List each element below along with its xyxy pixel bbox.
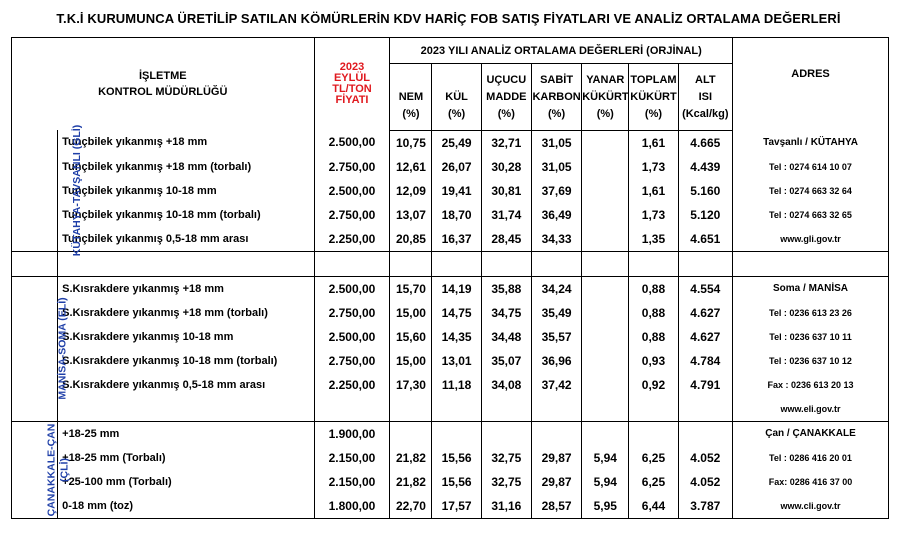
product-name: +18-25 mm	[58, 421, 314, 446]
kul-cell: 18,70	[432, 203, 481, 227]
product-name: S.Kısrakdere yıkanmış 10-18 mm (torbalı)	[58, 349, 314, 373]
alt-isi-cell: 4.627	[678, 301, 732, 325]
ucucu-cell: 34,48	[481, 325, 531, 349]
price-cell: 2.500,00	[314, 325, 390, 349]
address-cell: Çan / ÇANAKKALE	[733, 421, 889, 446]
table-row	[12, 325, 889, 349]
address-cell: Tel : 0274 614 10 07	[733, 155, 889, 179]
yanar-cell	[582, 397, 629, 422]
header-unit: (%)	[582, 106, 629, 131]
region-text-line1: ÇANAKKALE-ÇAN	[45, 423, 58, 516]
ucucu-cell: 28,45	[481, 227, 531, 252]
ucucu-cell: 30,81	[481, 179, 531, 203]
yanar-cell: 5,95	[582, 494, 629, 519]
header-unit: (%)	[531, 106, 581, 131]
ucucu-cell: 31,16	[481, 494, 531, 519]
header-price-month: EYLÜL	[333, 72, 371, 84]
header-isletme-line2: KONTROL MÜDÜRLÜĞÜ	[98, 86, 228, 98]
price-cell: 1.800,00	[314, 494, 390, 519]
ucucu-cell: 32,71	[481, 130, 531, 155]
sabit-cell: 35,57	[531, 325, 581, 349]
header-unit: (%)	[481, 106, 531, 131]
ucucu-cell: 31,74	[481, 203, 531, 227]
yanar-cell	[582, 130, 629, 155]
kul-cell	[432, 421, 481, 446]
toplam-cell: 0,88	[629, 325, 678, 349]
yanar-cell	[582, 179, 629, 203]
address-cell: Tel : 0236 613 23 26	[733, 301, 889, 325]
table-row	[12, 397, 889, 422]
alt-isi-cell: 4.784	[678, 349, 732, 373]
address-cell: Tel : 0286 416 20 01	[733, 446, 889, 470]
region-text: MANİSA-SOMA (ELİ)	[56, 297, 69, 400]
table-row	[12, 349, 889, 373]
header-ucucu-madde: UÇUCU MADDE	[481, 64, 531, 106]
address-cell: www.eli.gov.tr	[733, 397, 889, 422]
ucucu-cell	[481, 397, 531, 422]
address-cell: Tel : 0236 637 10 11	[733, 325, 889, 349]
toplam-cell: 0,88	[629, 301, 678, 325]
ucucu-cell: 35,88	[481, 276, 531, 301]
nem-cell: 15,60	[390, 325, 432, 349]
table-row	[12, 227, 889, 252]
header-alt-isi: ALT ISI	[678, 64, 732, 106]
yanar-cell: 5,94	[582, 470, 629, 494]
header-price-year: 2023	[339, 61, 365, 73]
yanar-cell	[582, 325, 629, 349]
ucucu-cell: 30,28	[481, 155, 531, 179]
toplam-cell: 1,35	[629, 227, 678, 252]
kul-cell: 19,41	[432, 179, 481, 203]
nem-cell: 17,30	[390, 373, 432, 397]
product-name: Tunçbilek yıkanmış +18 mm (torbalı)	[58, 155, 314, 179]
header-unit: (Kcal/kg)	[678, 106, 732, 131]
alt-isi-cell: 5.160	[678, 179, 732, 203]
alt-isi-cell: 3.787	[678, 494, 732, 519]
address-cell: www.cli.gov.tr	[733, 494, 889, 519]
table-row	[12, 130, 889, 155]
region-text: KÜTAHYA-TAVŞANLI (GLİ)	[71, 124, 84, 256]
product-name: Tunçbilek yıkanmış 0,5-18 mm arası	[58, 227, 314, 252]
price-cell	[314, 397, 390, 422]
product-name: Tunçbilek yıkanmış 10-18 mm (torbalı)	[58, 203, 314, 227]
header-unit: (%)	[629, 106, 678, 131]
price-cell: 2.150,00	[314, 446, 390, 470]
kul-cell: 26,07	[432, 155, 481, 179]
price-cell: 2.750,00	[314, 155, 390, 179]
header-price-label: FİYATI	[335, 94, 369, 106]
alt-isi-cell: 4.439	[678, 155, 732, 179]
nem-cell	[390, 397, 432, 422]
header-kul: KÜL	[432, 64, 481, 106]
header-price-unit: TL/TON	[332, 83, 372, 95]
header-sabit-karbon: SABİT KARBON	[531, 64, 581, 106]
address-cell: Fax : 0236 613 20 13	[733, 373, 889, 397]
table-row	[12, 301, 889, 325]
nem-cell: 15,00	[390, 301, 432, 325]
nem-cell: 12,09	[390, 179, 432, 203]
ucucu-cell	[481, 421, 531, 446]
region-label-eli	[12, 276, 69, 421]
kul-cell: 14,75	[432, 301, 481, 325]
header-isletme-line1: İŞLETME	[138, 70, 187, 82]
yanar-cell	[582, 203, 629, 227]
nem-cell: 21,82	[390, 446, 432, 470]
table-row	[12, 203, 889, 227]
sabit-cell: 36,96	[531, 349, 581, 373]
product-name: +25-100 mm (Torbalı)	[58, 470, 314, 494]
table-row	[12, 373, 889, 397]
sabit-cell	[531, 397, 581, 422]
ucucu-cell: 34,08	[481, 373, 531, 397]
toplam-cell: 6,25	[629, 470, 678, 494]
alt-isi-cell: 5.120	[678, 203, 732, 227]
alt-isi-cell: 4.554	[678, 276, 732, 301]
nem-cell: 13,07	[390, 203, 432, 227]
product-name: Tunçbilek yıkanmış +18 mm	[58, 130, 314, 155]
kul-cell	[432, 397, 481, 422]
address-cell: Fax: 0286 416 37 00	[733, 470, 889, 494]
product-name: 0-18 mm (toz)	[58, 494, 314, 519]
alt-isi-cell	[678, 397, 732, 422]
toplam-cell: 0,88	[629, 276, 678, 301]
price-cell: 2.500,00	[314, 276, 390, 301]
alt-isi-cell: 4.665	[678, 130, 732, 155]
address-cell: Tel : 0274 663 32 65	[733, 203, 889, 227]
alt-isi-cell	[678, 421, 732, 446]
ucucu-cell: 32,75	[481, 446, 531, 470]
yanar-cell: 5,94	[582, 446, 629, 470]
price-cell: 1.900,00	[314, 421, 390, 446]
alt-isi-cell: 4.791	[678, 373, 732, 397]
kul-cell: 16,37	[432, 227, 481, 252]
yanar-cell	[582, 349, 629, 373]
toplam-cell: 1,61	[629, 179, 678, 203]
header-yanar-kukurt: YANAR KÜKÜRT	[582, 64, 629, 106]
nem-cell: 10,75	[390, 130, 432, 155]
header-unit: (%)	[390, 106, 432, 131]
kul-cell: 13,01	[432, 349, 481, 373]
alt-isi-cell: 4.651	[678, 227, 732, 252]
price-analysis-table	[11, 37, 889, 519]
toplam-cell	[629, 421, 678, 446]
product-name: Tunçbilek yıkanmış 10-18 mm	[58, 179, 314, 203]
toplam-cell: 6,44	[629, 494, 678, 519]
nem-cell: 12,61	[390, 155, 432, 179]
table-row	[12, 470, 889, 494]
yanar-cell	[582, 276, 629, 301]
price-cell: 2.750,00	[314, 301, 390, 325]
nem-cell: 15,00	[390, 349, 432, 373]
table-row	[12, 494, 889, 519]
address-cell: Tel : 0236 637 10 12	[733, 349, 889, 373]
kul-cell: 11,18	[432, 373, 481, 397]
table-row	[12, 155, 889, 179]
sabit-cell: 34,24	[531, 276, 581, 301]
yanar-cell	[582, 373, 629, 397]
kul-cell: 14,19	[432, 276, 481, 301]
toplam-cell: 0,93	[629, 349, 678, 373]
yanar-cell	[582, 155, 629, 179]
alt-isi-cell: 4.052	[678, 470, 732, 494]
region-text-line2: (ÇLİ)	[58, 457, 71, 482]
region-label-gli	[12, 124, 84, 256]
product-name: +18-25 mm (Torbalı)	[58, 446, 314, 470]
price-cell: 2.250,00	[314, 373, 390, 397]
product-name: S.Kısrakdere yıkanmış +18 mm (torbalı)	[58, 301, 314, 325]
ucucu-cell: 34,75	[481, 301, 531, 325]
address-cell: Tavşanlı / KÜTAHYA	[733, 130, 889, 155]
sabit-cell: 34,33	[531, 227, 581, 252]
kul-cell: 25,49	[432, 130, 481, 155]
nem-cell: 22,70	[390, 494, 432, 519]
address-cell: www.gli.gov.tr	[733, 227, 889, 252]
price-cell: 2.500,00	[314, 130, 390, 155]
ucucu-cell: 32,75	[481, 470, 531, 494]
sabit-cell: 29,87	[531, 470, 581, 494]
product-name: S.Kısrakdere yıkanmış 10-18 mm	[58, 325, 314, 349]
table-row	[12, 421, 889, 446]
yanar-cell	[582, 301, 629, 325]
header-nem: NEM	[390, 64, 432, 106]
region-label-cli	[12, 421, 71, 518]
nem-cell: 15,70	[390, 276, 432, 301]
alt-isi-cell: 4.627	[678, 325, 732, 349]
price-cell: 2.750,00	[314, 203, 390, 227]
sabit-cell: 35,49	[531, 301, 581, 325]
price-cell: 2.150,00	[314, 470, 390, 494]
kul-cell: 15,56	[432, 470, 481, 494]
sabit-cell: 36,49	[531, 203, 581, 227]
toplam-cell: 6,25	[629, 446, 678, 470]
product-name	[58, 397, 314, 422]
header-adres: ADRES	[733, 38, 889, 131]
nem-cell	[390, 421, 432, 446]
product-name: S.Kısrakdere yıkanmış +18 mm	[58, 276, 314, 301]
kul-cell: 17,57	[432, 494, 481, 519]
section-spacer	[12, 251, 889, 276]
product-name: S.Kısrakdere yıkanmış 0,5-18 mm arası	[58, 373, 314, 397]
table-row	[12, 276, 889, 301]
header-price	[314, 38, 390, 131]
toplam-cell: 1,73	[629, 155, 678, 179]
alt-isi-cell: 4.052	[678, 446, 732, 470]
header-analiz: 2023 YILI ANALİZ ORTALAMA DEĞERLERİ (ORJİNAL)	[390, 38, 733, 64]
toplam-cell: 1,61	[629, 130, 678, 155]
region-text	[45, 423, 71, 516]
header-isletme	[12, 38, 315, 131]
header-unit: (%)	[432, 106, 481, 131]
address-cell: Tel : 0274 663 32 64	[733, 179, 889, 203]
sabit-cell: 37,42	[531, 373, 581, 397]
kul-cell: 14,35	[432, 325, 481, 349]
address-cell: Soma / MANİSA	[733, 276, 889, 301]
sabit-cell: 29,87	[531, 446, 581, 470]
table-row	[12, 446, 889, 470]
sabit-cell: 31,05	[531, 130, 581, 155]
nem-cell: 21,82	[390, 470, 432, 494]
nem-cell: 20,85	[390, 227, 432, 252]
yanar-cell	[582, 227, 629, 252]
header-toplam-kukurt: TOPLAM KÜKÜRT	[629, 64, 678, 106]
toplam-cell: 0,92	[629, 373, 678, 397]
sabit-cell: 31,05	[531, 155, 581, 179]
price-cell: 2.250,00	[314, 227, 390, 252]
yanar-cell	[582, 421, 629, 446]
price-cell: 2.500,00	[314, 179, 390, 203]
ucucu-cell: 35,07	[481, 349, 531, 373]
toplam-cell: 1,73	[629, 203, 678, 227]
sabit-cell: 28,57	[531, 494, 581, 519]
sabit-cell: 37,69	[531, 179, 581, 203]
kul-cell: 15,56	[432, 446, 481, 470]
toplam-cell	[629, 397, 678, 422]
document-title: T.K.İ KURUMUNCA ÜRETİLİP SATILAN KÖMÜRLERİN KDV HARİÇ FOB SATIŞ FİYATLARI VE ANALİZ ORTALAMA DEĞERLERİ	[56, 11, 841, 26]
sabit-cell	[531, 421, 581, 446]
price-cell: 2.750,00	[314, 349, 390, 373]
table-row	[12, 179, 889, 203]
